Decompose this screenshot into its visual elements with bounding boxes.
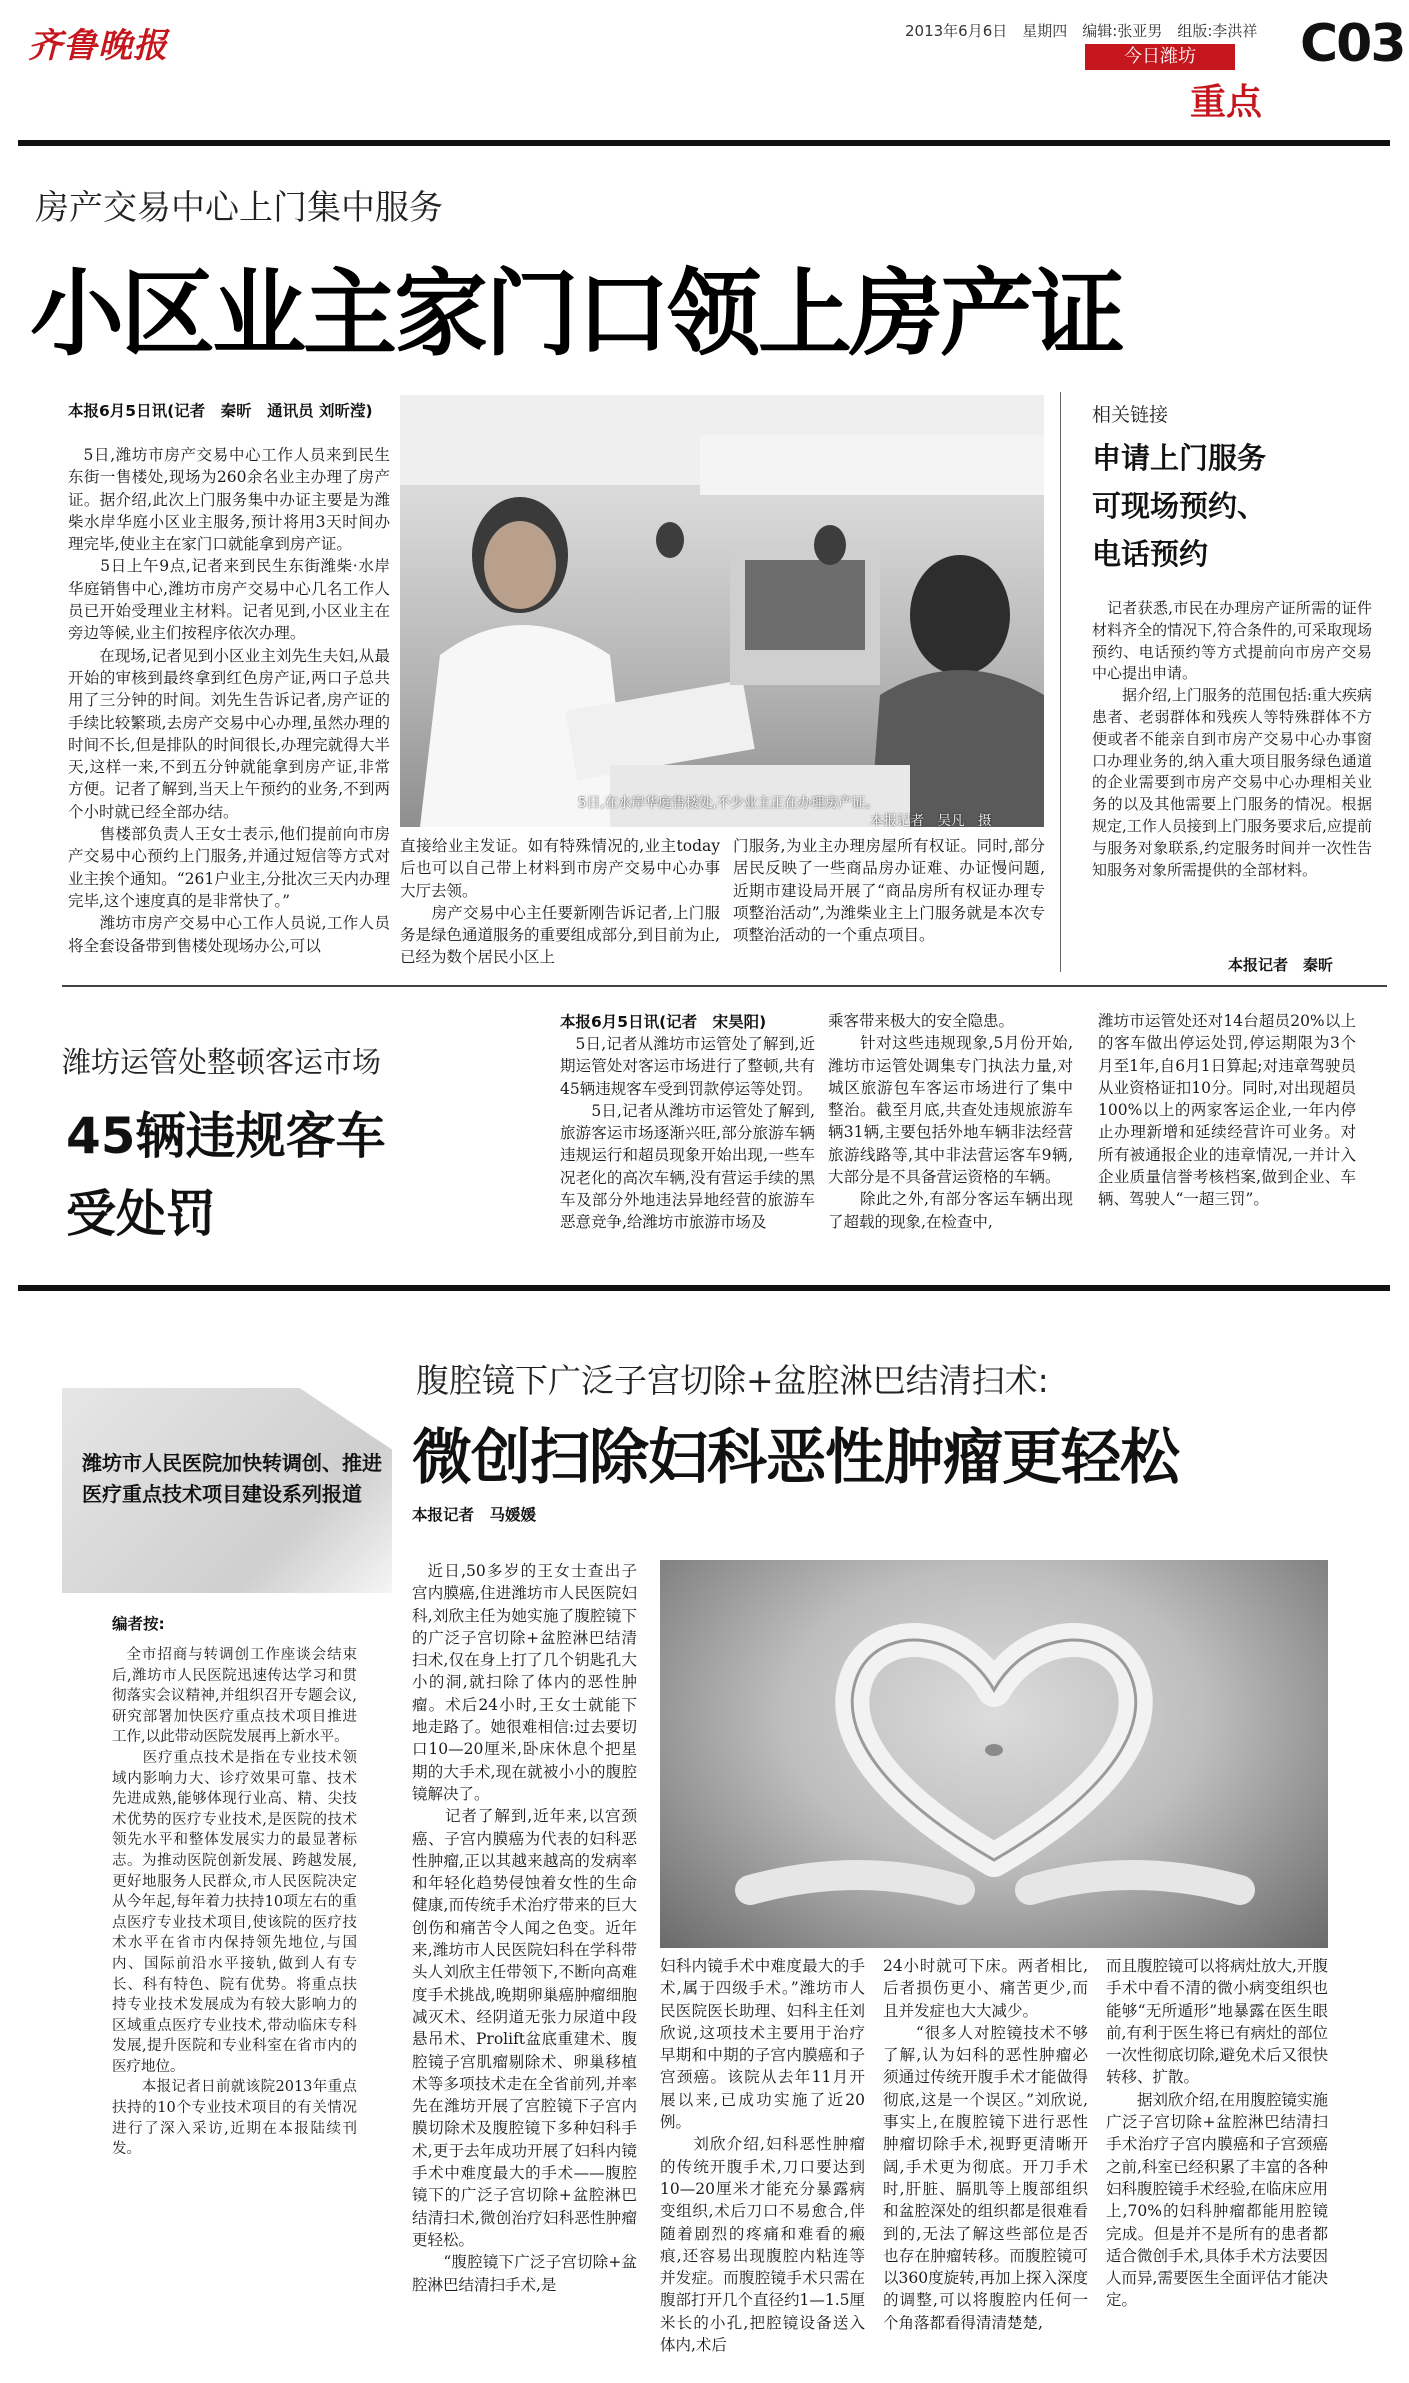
page-number: C03 <box>1300 14 1405 74</box>
article1-body-col3: 门服务,为业主办理房屋所有权证。同时,部分居民反映了一些商品房办证难、办证慢问题,近期市建设局开展了“商品房所有权证办理专项整治活动”,为潍柴业主上门服务就是本次专项整治活动的一个重点项目。 <box>733 837 1045 945</box>
article3-body-col3: 24小时就可下床。两者相比,后者损伤更小、痛苦更少,而且并发症也大大减少。 “很多人对腔镜技术不够了解,认为妇科的恶性肿瘤必须通过传统开腹手术才能做得彻底,这是一个误区。”刘欣说,事实上,在腹腔镜下进行恶性肿瘤切除手术,视野更清晰开阔,手术更为彻底。开刀手术时,肝脏、膈肌等上腹部组织和盆腔深处的组织都是很难看到的,无法了解这些部位是否也存在肿瘤转移。而腹腔镜可以360度旋转,再加上探入深度的调整,可以将腹腔内任何一个角落都看得清清楚楚, <box>883 1957 1088 2332</box>
article2-headline-2: 受处罚 <box>66 1185 216 1243</box>
heart-hands-illustration <box>660 1560 1328 1948</box>
article3-body-col4: 而且腹腔镜可以将病灶放大,开腹手术中看不清的微小病变组织也能够“无所遁形”地暴露在医生眼前,有利于医生将已有病灶的部位一次性彻底切除,避免术后又很快转移、扩散。 据刘欣介绍,在用腹腔镜实施广泛子宫切除+盆腔淋巴结清扫手术治疗子宫内膜癌和子宫颈癌之前,科室已经积累了丰富的各种妇科腹腔镜手术经验,在临床应用上,70%的妇科肿瘤都能用腔镜完成。但是并不是所有的患者都适合微创手术,具体手术方法要因人而异,需要医生全面评估才能决定。 <box>1106 1957 1328 2310</box>
photo-caption: 5日,在水岸华庭售楼处,不少业主正在办理房产证。 <box>578 795 879 811</box>
article2-body-col2: 乘客带来极大的安全隐患。 针对这些违规现象,5月份开始,潍坊市运管处调集专门执法力量,对城区旅游包车客运市场进行了集中整治。截至月底,共查处违规旅游车辆31辆,主要包括外地车辆非法经营旅游线路等,其中非法营运客车9辆,大部分是不具备营运资格的车辆。 除此之外,有部分客运车辆出现了超载的现象,在检查中, <box>828 1012 1073 1231</box>
article3-headline: 微创扫除妇科恶性肿瘤更轻松 <box>412 1423 1179 1493</box>
article2-headline-1: 45辆违规客车 <box>66 1107 386 1165</box>
article3-photo <box>660 1560 1328 1948</box>
article2-bottom-rule <box>18 1285 1390 1291</box>
article3-kicker: 腹腔镜下广泛子宫切除+盆腔淋巴结清扫术: <box>416 1361 1049 1400</box>
editor-note-body: 全市招商与转调创工作座谈会结束后,潍坊市人民医院迅速传达学习和贯彻落实会议精神,并组织召开专题会议,研究部署加快医疗重点技术项目推进工作,以此带动医院发展再上新水平。 医疗重点技术是指在专业技术领域内影响力大、诊疗效果可靠、技术先进成熟,能够体现行业高、精、尖技术优势的医疗专业技术,是医院的技术领先水平和整体发展实力的最显著标志。为推动医院创新发展、跨越发展,更好地服务人民群众,市人民医院决定从今年起,每年着力扶持10项左右的重点医疗专业技术项目,使该院的医疗技术水平在省市内保持领先地位,与国内、国际前沿水平接轨,做到人有专长、科有特色、院有优势。将重点扶持专业技术发展成为有较大影响力的区域重点医疗专业技术,带动临床专科发展,提升医院和专业科室在省市内的医疗地位。 本报记者日前就该院2013年重点扶持的10个专业技术项目的有关情况进行了深入采访,近期在本报陆续刊发。 <box>112 1647 357 2158</box>
masthead-rule <box>18 140 1390 146</box>
article1-photo <box>400 395 1044 827</box>
masthead-logo: 齐鲁晚报 <box>28 26 168 66</box>
sidebar-title-3: 电话预约 <box>1092 537 1209 571</box>
article3-byline: 本报记者 马媛媛 <box>412 1506 537 1524</box>
article3-body-col1: 近日,50多岁的王女士查出子宫内膜癌,住进潍坊市人民医院妇科,刘欣主任为她实施了腹腔镜下的广泛子宫切除+盆腔淋巴结清扫术,仅在身上打了几个钥匙孔大小的洞,就扫除了体内的恶性肿瘤。术后24小时,王女士就能下地走路了。她很难相信:过去要切口10—20厘米,卧床休息个把星期的大手术,现在就被小小的腹腔镜解决了。 记者了解到,近年来,以宫颈癌、子宫内膜癌为代表的妇科恶性肿瘤,正以其越来越高的发病率和年轻化趋势侵蚀着女性的生命健康,而传统手术治疗带来的巨大创伤和痛苦令人闻之色变。近年来,潍坊市人民医院妇科在学科带头人刘欣主任带领下,不断向高难度手术挑战,晚期卵巢癌肿瘤细胞减灭术、经阴道无张力尿道中段悬吊术、Prolift盆底重建术、腹腔镜子宫肌瘤剔除术、卵巢移植术等多项技术走在全省前列,并率先在潍坊开展了宫腔镜下子宫内膜切除术及腹腔镜下多种妇科手术,更于去年成功开展了妇科内镜手术中难度最大的手术——腹腔镜下的广泛子宫切除+盆腔淋巴结清扫术,微创治疗妇科恶性肿瘤更轻松。 “腹腔镜下广泛子宫切除+盆腔淋巴结清扫手术,是 <box>412 1562 637 2294</box>
editor-note-label: 编者按: <box>112 1615 165 1633</box>
sidebar-title-2: 可现场预约、 <box>1092 489 1267 523</box>
photo-credit: 本报记者 吴凡 摄 <box>870 813 992 827</box>
section-label: 重点 <box>1190 82 1263 123</box>
article1-bottom-rule <box>62 985 1387 987</box>
article1-body-col1: 5日,潍坊市房产交易中心工作人员来到民生东街一售楼处,现场为260余名业主办理了房产证。据介绍,此次上门服务集中办证主要是为潍柴水岸华庭小区业主服务,预计将用3天时间办理完毕,使业主在家门口就能拿到房产证。 5日上午9点,记者来到民生东街潍柴·水岸华庭销售中心,潍坊市房产交易中心几名工作人员已开始受理业主材料。记者见到,小区业主在旁边等候,业主们按程序依次办理。 在现场,记者见到小区业主刘先生夫妇,从最开始的审核到最终拿到红色房产证,两口子总共用了三分钟的时间。刘先生告诉记者,房产证的手续比较繁琐,去房产交易中心办理,虽然办理的时间不长,但是排队的时间很长,办理完就得大半天,这样一来,不到五分钟就能拿到房产证,非常方便。记者了解到,当天上午预约的业务,不到两个小时就已经全部办结。 售楼部负责人王女士表示,他们提前向市房产交易中心预约上门服务,并通过短信等方式对业主挨个通知。“261户业主,分批次三天内办理完毕,这个速度真的是非常快了。” 潍坊市房产交易中心工作人员说,工作人员将全套设备带到售楼处现场办公,可以 <box>68 446 390 955</box>
article1-body-col2: 直接给业主发证。如有特殊情况的,业主today后也可以自己带上材料到市房产交易中心办事大厅去领。 房产交易中心主任要新刚告诉记者,上门服务是绿色通道服务的重要组成部分,到目前为止,已经为数个居民小区上 <box>400 837 720 965</box>
section-tab: 今日潍坊 <box>1085 44 1235 70</box>
article1-kicker: 房产交易中心上门集中服务 <box>35 188 443 228</box>
sidebar-title-1: 申请上门服务 <box>1092 441 1267 475</box>
article1-headline: 小区业主家门口领上房产证 <box>30 260 1123 369</box>
sidebar-body: 记者获悉,市民在办理房产证所需的证件材料齐全的情况下,符合条件的,可采取现场预约、电话预约等方式提前向市房产交易中心提出申请。 据介绍,上门服务的范围包括:重大疾病患者、老弱群体和残疾人等特殊群体不方便或者不能亲自到市房产交易中心办事窗口办理业务的,纳入重大项目服务绿色通道的企业需要到市房产交易中心办理相关业务的以及其他需要上门服务的情况。根据规定,工作人员接到上门服务要求后,应提前与服务对象联系,约定服务时间并一次性告知服务对象所需提供的全部材料。 <box>1092 599 1372 879</box>
sidebar-byline: 本报记者 秦昕 <box>1228 956 1334 974</box>
sidebar-divider <box>1060 392 1061 972</box>
article2-kicker: 潍坊运管处整顿客运市场 <box>62 1045 382 1079</box>
article1-byline: 本报6月5日讯(记者 秦昕 通讯员 刘昕滢) <box>68 402 373 420</box>
article2-body-col3: 潍坊市运管处还对14台超员20%以上的客车做出停运处罚,停运期限为3个月至1年,自6月1日算起;对违章驾驶员从业资格证扣10分。同时,对出现超员100%以上的两家客运企业,一年内停止办理新增和延续经营许可业务。对所有被通报企业的违章情况,一并计入企业质量信誉考核档案,做到企业、车辆、驾驶人“一超三罚”。 <box>1098 1012 1356 1209</box>
sidebar-label: 相关链接 <box>1092 404 1169 426</box>
series-sidebar-title: 潍坊市人民医院加快转调创、推进医疗重点技术项目建设系列报道 <box>82 1451 382 1506</box>
photo-illustration <box>400 395 1044 827</box>
article2-body-col1: 5日,记者从潍坊市运管处了解到,近期运管处对客运市场进行了整顿,共有45辆违规客车受到罚款停运等处罚。 5日,记者从潍坊市运管处了解到,旅游客运市场逐渐兴旺,部分旅游车辆违规运行和超员现象开始出现,一些车况老化的高次车辆,没有营运手续的黑车及部分外地违法异地经营的旅游车恶意竞争,给潍坊市旅游市场及 <box>560 1035 815 1232</box>
article3-body-col2: 妇科内镜手术中难度最大的手术,属于四级手术。”潍坊市人民医院医长助理、妇科主任刘欣说,这项技术主要用于治疗早期和中期的子宫内膜癌和子宫颈癌。该院从去年11月开展以来,已成功实施了近20例。 刘欣介绍,妇科恶性肿瘤的传统开腹手术,刀口要达到10—20厘米才能充分暴露病变组织,术后刀口不易愈合,伴随着剧烈的疼痛和难看的瘢痕,还容易出现腹腔内粘连等并发症。而腹腔镜手术只需在腹部打开几个直径约1—1.5厘米长的小孔,把腔镜设备送入体内,术后 <box>660 1957 865 2355</box>
article2-byline: 本报6月5日讯(记者 宋昊阳) <box>560 1013 767 1031</box>
masthead-meta: 2013年6月6日 星期四 编辑:张亚男 组版:李洪祥 <box>905 22 1258 40</box>
